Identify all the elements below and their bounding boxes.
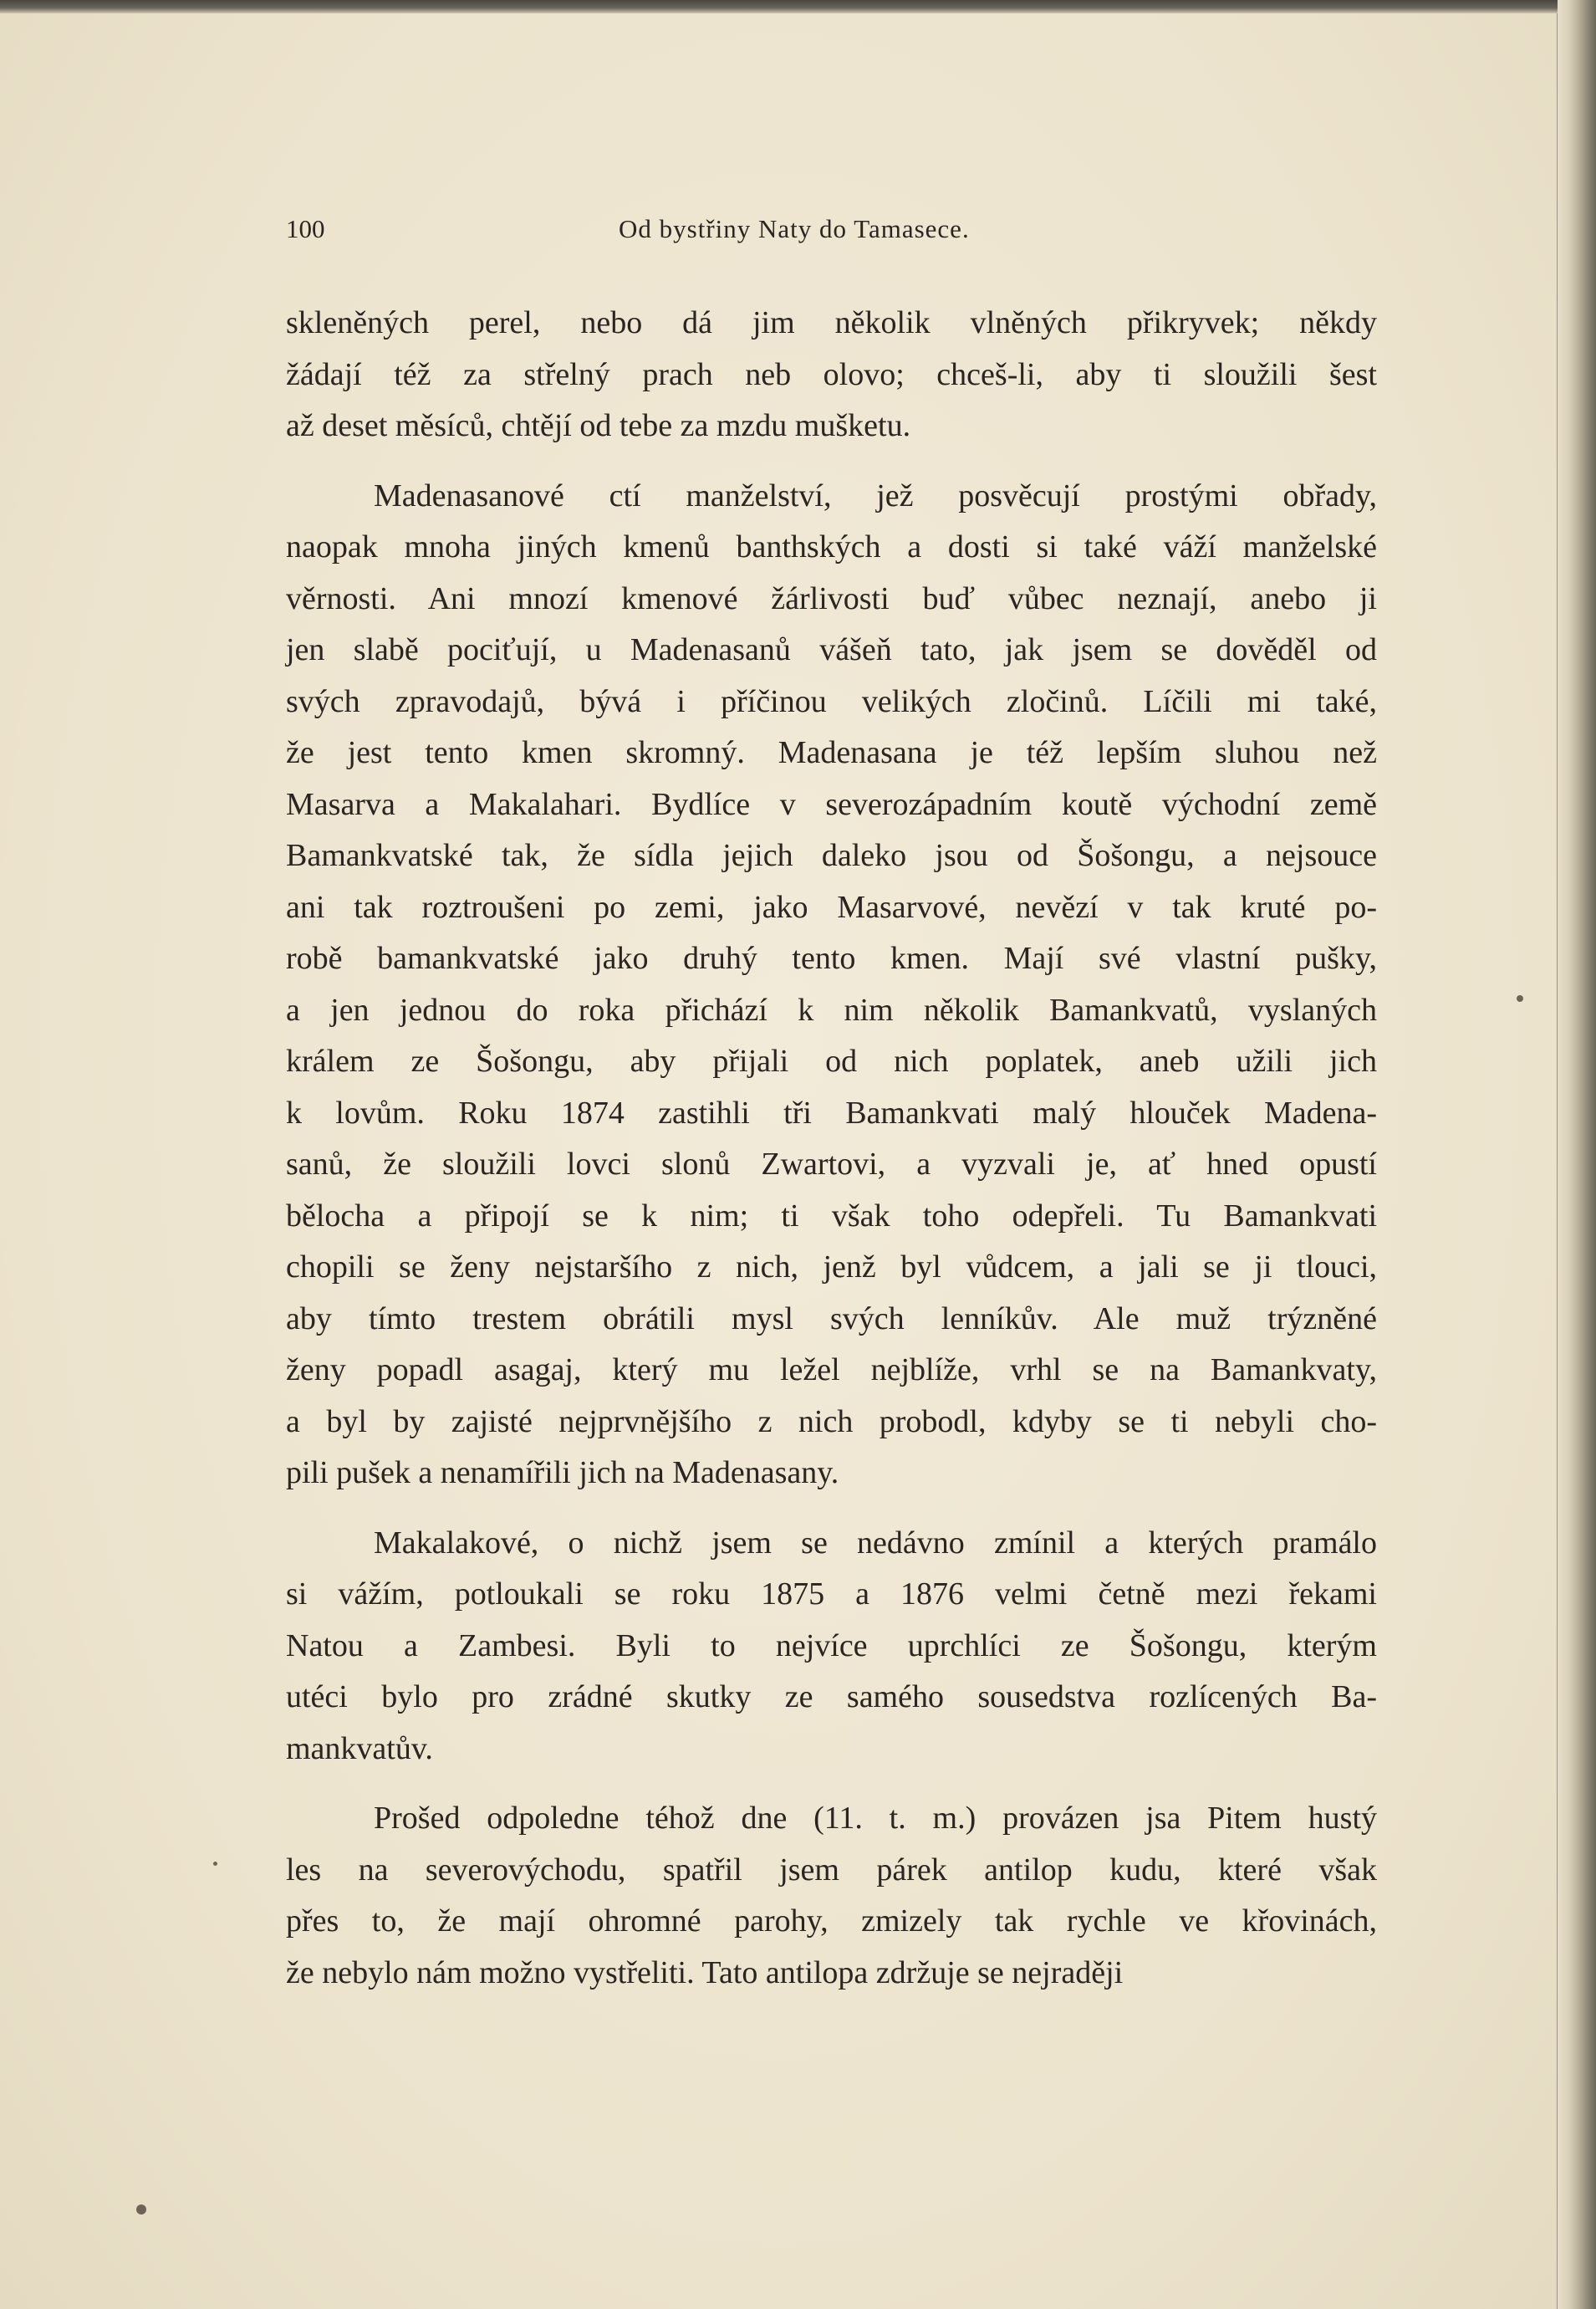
paragraph [286,1518,1377,1775]
text-line: až deset měsíců, chtějí od tebe za mzdu mušketu. [286,408,911,443]
text-line: Madenasanové ctí manželství, jež posvěcují prostými obřady, [374,478,1377,513]
text-line: naopak mnoha jiných kmenů banthských a dosti si také váží manželské [286,529,1377,564]
text-line: Bamankvatské tak, že sídla jejich daleko jsou od Šošongu, a nejsouce [286,838,1377,873]
text-line: jen slabě pociťují, u Madenasanů vášeň tato, jak jsem se dověděl od [286,632,1377,667]
text-line: a byl by zajisté nejprvnějšího z nich probodl, kdyby se ti nebyli cho- [286,1403,1377,1439]
text-line: ženy popadl asagaj, který mu ležel nejblíže, vrhl se na Bamankvaty, [286,1352,1377,1387]
text-line: přes to, že mají ohromné parohy, zmizely tak rychle ve křovinách, [286,1903,1377,1939]
text-line: svých zpravodajů, bývá i příčinou velikých zločinů. Líčili mi také, [286,683,1377,719]
text-line: sanů, že sloužili lovci slonů Zwartovi, a vyzvali je, ať hned opustí [286,1147,1377,1182]
paragraph-gap [286,1499,1377,1518]
text-line: skleněných perel, nebo dá jim několik vlněných přikryvek; někdy [286,305,1377,340]
text-line: k lovům. Roku 1874 zastihli tři Bamankvati malý hlouček Madena- [286,1095,1377,1131]
text-line: Masarva a Makalahari. Bydlíce v severozápadním koutě východní země [286,786,1377,822]
text-line: Natou a Zambesi. Byli to nejvíce uprchlíci ze Šošongu, kterým [286,1627,1377,1663]
text-line: žádají též za střelný prach neb olovo; chceš-li, aby ti sloužili šest [286,356,1377,392]
paragraph-gap [286,1775,1377,1793]
paragraph [286,471,1377,1499]
text-line: Makalakové, o nichž jsem se nedávno zmínil a kterých pramálo [374,1525,1377,1561]
page-number: 100 [286,214,325,243]
text-line: Prošed odpoledne téhož dne (11. t. m.) provázen jsa Pitem hustý [374,1801,1377,1836]
page-top-edge [0,0,1596,13]
text-line: robě bamankvatské jako druhý tento kmen. Mají své vlastní pušky, [286,941,1377,976]
text-line: mankvatův. [286,1730,433,1766]
text-line: králem ze Šošongu, aby přijali od nich poplatek, aneb užili jich [286,1044,1377,1079]
body-text [286,298,1377,1999]
text-line: věrnosti. Ani mnozí kmenové žárlivosti buď vůbec neznají, anebo ji [286,580,1377,616]
paragraph [286,298,1377,452]
paper-speck [136,2204,146,2214]
paragraph-gap [286,452,1377,471]
text-line: utéci bylo pro zrádné skutky ze samého sousedstva rozlícených Ba- [286,1679,1377,1714]
running-head [286,214,1377,248]
text-line: že nebylo nám možno vystřeliti. Tato antilopa zdržuje se nejraději [286,1954,1124,1990]
running-title: Od bystřiny Naty do Tamasece. [619,214,970,243]
text-line: aby tímto trestem obrátili mysl svých lenníkův. Ale muž trýzněné [286,1300,1377,1336]
text-line: chopili se ženy nejstaršího z nich, jenž byl vůdcem, a jali se ji tlouci, [286,1249,1377,1285]
page-right-edge [1558,0,1596,2309]
text-line: si vážím, potloukali se roku 1875 a 1876 velmi četně mezi řekami [286,1576,1377,1612]
text-line: že jest tento kmen skromný. Madenasana je též lepším sluhou než [286,735,1377,770]
text-line: pili pušek a nenamířili jich na Madenasany. [286,1455,839,1490]
paper-speck [1517,995,1523,1002]
text-line: a jen jednou do roka přichází k nim několik Bamankvatů, vyslaných [286,992,1377,1028]
paper-speck [213,1862,217,1866]
text-line: les na severovýchodu, spatřil jsem párek antilop kudu, které však [286,1852,1377,1888]
paragraph [286,1793,1377,1999]
text-line: ani tak roztroušeni po zemi, jako Masarvové, nevězí v tak kruté po- [286,889,1377,925]
text-line: bělocha a připojí se k nim; ti však toho odepřeli. Tu Bamankvati [286,1198,1377,1234]
